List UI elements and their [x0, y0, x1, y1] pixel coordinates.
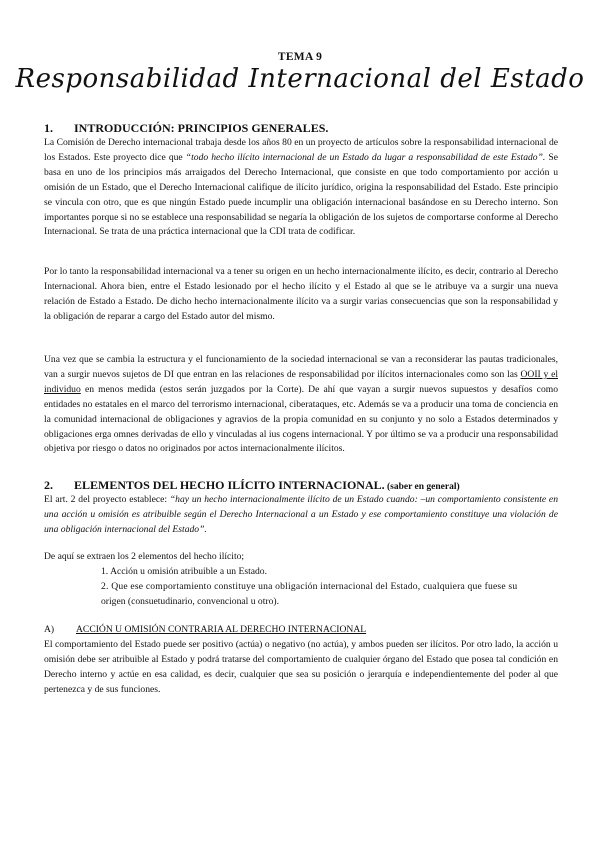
document-title: Responsabilidad Internacional del Estado [15, 64, 585, 94]
paragraph-text: Se basa en uno de los principios más arraigados del Derecho Internacional, que consiste en que todo comportamiento por acción u omisión de un Estado, que el Derecho Internacional califique de ilícito jurídico, origina la responsabilidad del Estado. Este principio se vincula con otro, que es que ningún Estado puede incumplir una obligación internacional basándose en su Derecho interno. Son importantes porque si no se establece una responsabilidad se negaría la obligación de los sujetos de comportarse conforme al Derecho Internacional. Se trata de una práctica internacional que la CDI trata de codificar. [44, 151, 558, 238]
list-item-2: 2. Que ese comportamiento constituye una obligación internacional del Estado, cualquiera que fuese su [101, 581, 518, 592]
paragraph-text: en menos medida (estos serán juzgados por la Corte). De ahí que vayan a surgir nuevos supuestos y desafíos como entidades no estatales en el marco del terrorismo internacional, ciberataques, etc. Además se va a producir una toma de conciencia en la comunidad internacional de obligaciones y agravios de la propia comunidad en su conjunto y no solo a Estados determinados y obligaciones erga omnes derivadas de ello y vinculadas al ius cogens internacional. Y por último se va a producir una responsabilidad objetiva por riesgo o datos no originados por actos internacionalmente ilícitos. [44, 383, 558, 455]
paragraph-text: Una vez que se cambia la estructura y el funcionamiento de la sociedad internacional se van a reconsiderar las pautas tradicionales, van a surgir nuevos sujetos de DI que entran en las relaciones de responsabilidad por ilícitos internacionales como son las [44, 354, 558, 380]
paragraph-text: La Comisión de Derecho internacional trabaja desde los años 80 en un proyecto de artículos sobre la responsabilidad internacional de los Estados. Este proyecto dice que [44, 137, 558, 163]
section-2-note: (saber en general) [384, 482, 460, 492]
section-2-paragraph-1 [44, 493, 558, 538]
section-1-title: INTRODUCCIÓN: PRINCIPIOS GENERALES. [74, 121, 329, 135]
section-2-number: 2. [44, 478, 53, 492]
subsection-a-paragraph: El comportamiento del Estado puede ser positivo (actúa) o negativo (no actúa), y ambos pueden ser ilícitos. Por otro lado, la acción u omisión debe ser atribuible al Estado y podrá tratarse del comportamiento de cualquier órgano del Estado que posea tal condición en Derecho interno y actúe en esa calidad, es decir, cualquier que sea su posición o jerarquía e independientemente del poder al que pertenezca y de sus funciones. [44, 639, 558, 695]
section-2-title: ELEMENTOS DEL HECHO ILÍCITO INTERNACIONAL. [74, 478, 385, 492]
list-item-1: 1. Acción u omisión atribuible a un Estado. [101, 566, 267, 577]
section-1-paragraph-1 [44, 136, 558, 240]
quoted-text: “hay un hecho internacionalmente ilícito de un Estado cuando: –un comportamiento consistente en una acción u omisión es atribuible según el Derecho Internacional a un Estado y ese comportamiento constituye una violación de una obligación internacional del Estado”. [44, 494, 558, 535]
section-2-heading [44, 478, 460, 493]
paragraph-text: El art. 2 del proyecto establece: [44, 494, 170, 505]
underlined-text: OOII y el individuo [44, 368, 558, 395]
section-1-heading [44, 121, 328, 136]
subsection-title: ACCIÓN U OMISIÓN CONTRARIA AL DERECHO INTERNACIONAL [76, 624, 367, 635]
subsection-a-heading [44, 624, 366, 635]
section-1-paragraph-2: Por lo tanto la responsabilidad internacional va a tener su origen en un hecho internacionalmente ilícito, es decir, contrario al Derecho Internacional. Ahora bien, entre el Estado lesionado por el hecho ilícito y el Estado al que se le atribuye va a surgir una nueva relación de Estado a Estado. De dicho hecho internacionalmente ilícito va a surgir varias consecuencias que son la responsabilidad y la obligación de reparar a cargo del Estado autor del mismo. [44, 266, 558, 322]
section-1-number: 1. [44, 121, 53, 135]
topic-number: TEMA 9 [277, 51, 323, 63]
section-1-paragraph-3 [44, 353, 558, 457]
elements-intro: De aquí se extraen los 2 elementos del hecho ilícito; [44, 551, 245, 562]
quoted-text: “todo hecho ilícito internacional de un Estado da lugar a responsabilidad de este Estado”. [185, 151, 546, 163]
subsection-letter: A) [44, 624, 55, 635]
list-item-2-continued: origen (consuetudinario, convencional u otro). [101, 596, 279, 607]
